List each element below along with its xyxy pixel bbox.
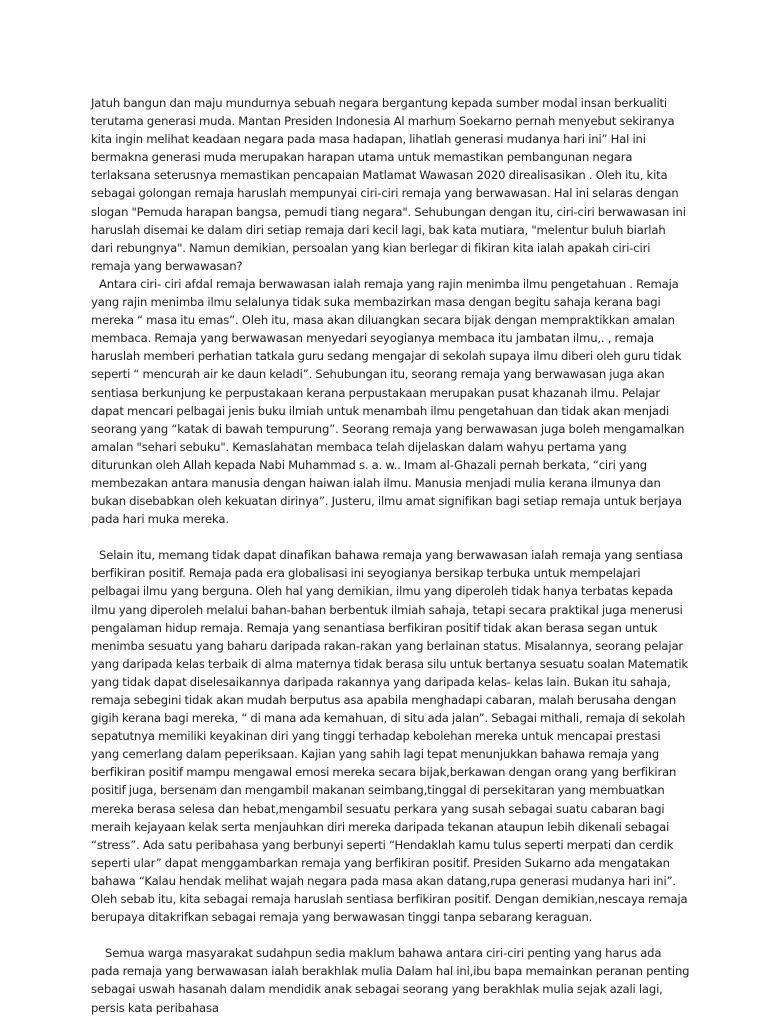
- paragraph-knowledge: Antara ciri- ciri afdal remaja berwawasan ialah remaja yang rajin menimba ilmu pengetahuan . Remaja yang rajin menimba ilmu selalunya tidak suka membazirkan masa dengan begitu sahaja kerana bagi mereka “ masa itu emas”. Oleh itu, masa akan diluangkan secara bijak dengan mempraktikkan amalan membaca. Remaja yang berwawasan menyedari seyogianya membaca itu jambatan ilmu,. , remaja haruslah memberi perhatian tatkala guru sedang mengajar di sekolah supaya ilmu diberi oleh guru tidak seperti “ mencurah air ke daun keladi”. Sehubungan itu, seorang remaja yang berwawasan juga akan sentiasa berkunjung ke perpustakaan kerana perpustakaan merupakan pusat khazanah ilmu. Pelajar dapat mencari pelbagai jenis buku ilmiah untuk menambah ilmu pengetahuan dan tidak akan menjadi seorang yang “katak di bawah tempurung”. Seorang remaja yang berwawasan juga boleh mengamalkan amalan "sehari sebuku". Kemaslahatan membaca telah dijelaskan dalam wahyu pertama yang diturunkan oleh Allah kepada Nabi Muhammad s. a. w.. Imam al-Ghazali pernah berkata, “ciri yang membezakan antara manusia dengan haiwan ialah ilmu. Manusia menjadi mulia kerana ilmunya dan bukan disebabkan oleh kekuatan dirinya”. Justeru, ilmu amat signifikan bagi setiap remaja untuk berjaya pada hari muka mereka.: [91, 276, 685, 527]
- paragraph-spacer: [91, 926, 690, 944]
- paragraph-introduction: Jatuh bangun dan maju mundurnya sebuah negara bergantung kepada sumber modal insan berkualiti terutama generasi muda. Mantan Presiden Indonesia Al marhum Soekarno pernah menyebut sekiranya kita ingin melihat keadaan negara pada masa hadapan, lihatlah generasi mudanya hari ini” Hal ini bermakna generasi muda merupakan harapan utama untuk memastikan pembangunan negara terlaksana seterusnya memastikan pencapaian Matlamat Wawasan 2020 direalisasikan . Oleh itu, kita sebagai golongan remaja haruslah mempunyai ciri-ciri remaja yang berwawasan. Hal ini selaras dengan slogan "Pemuda harapan bangsa, pemudi tiang negara". Sehubungan dengan itu, ciri-ciri berwawasan ini haruslah disemai ke dalam diri setiap remaja dari kecil lagi, bak kata mutiara, "melentur buluh biarlah dari rebungnya". Namun demikian, persoalan yang kian berlegar di fikiran kita ialah apakah ciri-ciri remaja yang berwawasan?: [91, 96, 686, 273]
- paragraph-noble-character: Semua warga masyarakat sudahpun sedia maklum bahawa antara ciri-ciri penting yang harus ada pada remaja yang berwawasan ialah berakhlak mulia Dalam hal ini,ibu bapa memainkan peranan penting sebagai uswah hasanah dalam mendidik anak sebagai seorang yang berakhlak mulia sejak azali lagi, persis kata peribahasa: [91, 946, 690, 1015]
- paragraph-spacer: [91, 528, 690, 546]
- paragraph-positive-thinking: Selain itu, memang tidak dapat dinafikan bahawa remaja yang berwawasan ialah remaja yang sentiasa berfikiran positif. Remaja pada era globalisasi ini seyogianya bersikap terbuka untuk mempelajari pelbagai ilmu yang berguna. Oleh hal yang demikian, ilmu yang diperoleh tidak hanya terbatas kepada ilmu yang diperoleh melalui bahan-bahan berbentuk ilmiah sahaja, tetapi secara praktikal juga menerusi pengalaman hidup remaja. Remaja yang senantiasa berfikiran positif tidak akan berasa segan untuk menimba sesuatu yang baharu daripada rakan-rakan yang berlainan status. Misalannya, seorang pelajar yang daripada kelas terbaik di alma maternya tidak berasa silu untuk bertanya sesuatu soalan Matematik yang tidak dapat diselesaikannya daripada rakannya yang daripada kelas- kelas lain. Bukan itu sahaja, remaja sebegini tidak akan mudah berputus asa apabila menghadapi cabaran, malah berusaha dengan gigih kerana bagi mereka, “ di mana ada kemahuan, di situ ada jalan”. Sebagai mithali, remaja di sekolah sepatutnya memiliki keyakinan diri yang tinggi terhadap kebolehan mereka untuk mencapai prestasi yang cemerlang dalam peperiksaan. Kajian yang sahih lagi tepat menunjukkan bahawa remaja yang berfikiran positif mampu mengawal emosi mereka secara bijak,berkawan dengan orang yang berfikiran positif juga, bersenam dan mengambil makanan seimbang,tinggal di persekitaran yang membuatkan mereka berasa selesa dan hebat,mengambil sesuatu perkara yang susah sebagai suatu cabaran bagi meraih kejayaan kelak serta menjauhkan diri mereka daripada tekanan ataupun lebih dikenali sebagai “stress”. Ada satu peribahasa yang berbunyi seperti “Hendaklah kamu tulus seperti merpati dan cerdik seperti ular” dapat menggambarkan remaja yang berfikiran positif. Presiden Sukarno ada mengatakan bahawa “Kalau hendak melihat wajah negara pada masa akan datang,rupa generasi mudanya hari ini”. Oleh sebab itu, kita sebagai remaja haruslah sentiasa berfikiran positif. Dengan demikian,nescaya remaja berupaya ditakrifkan sebagai remaja yang berwawasan tinggi tanpa sebarang keraguan.: [91, 548, 688, 925]
